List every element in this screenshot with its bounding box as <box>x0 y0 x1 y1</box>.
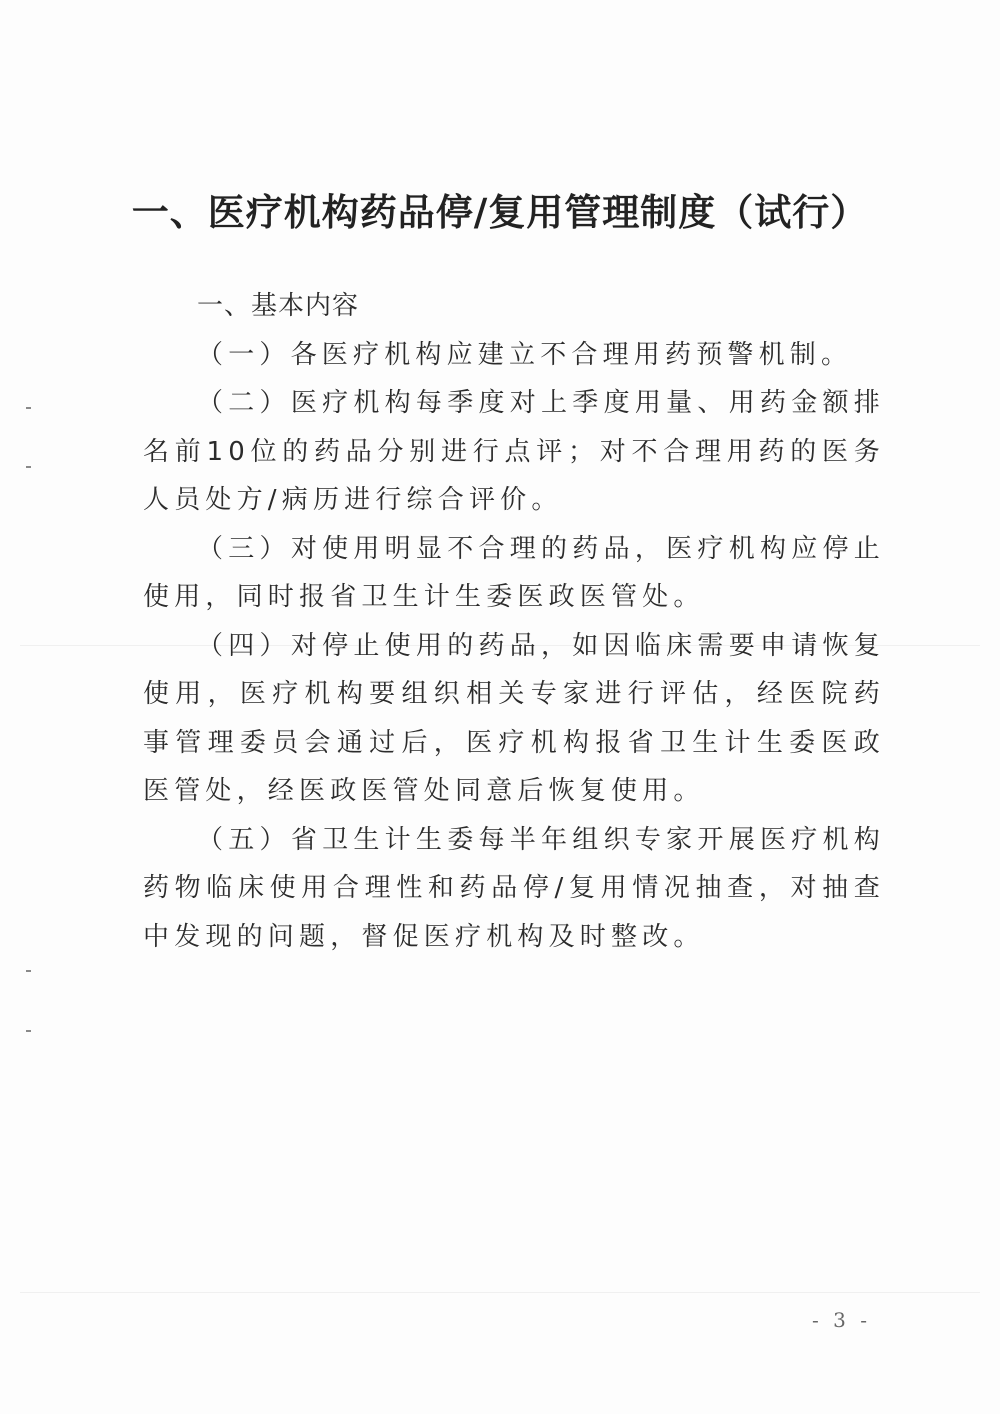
paragraph-5: （五）省卫生计生委每半年组织专家开展医疗机构药物临床使用合理性和药品停/复用情况抽查，对抽查中发现的问题，督促医疗机构及时整改。 <box>143 824 885 952</box>
scan-artifact-line <box>20 1292 980 1293</box>
section-heading: 一、基本内容 <box>197 291 360 321</box>
paragraph-3: （三）对使用明显不合理的药品，医疗机构应停止使用，同时报省卫生计生委医政医管处。 <box>143 533 885 612</box>
document-title: 一、医疗机构药品停/复用管理制度（试行） <box>131 190 869 234</box>
paragraph-4: （四）对停止使用的药品，如因临床需要申请恢复使用，医疗机构要组织相关专家进行评估，经医院药事管理委员会通过后，医疗机构报省卫生计生委医政医管处，经医政医管处同意后恢复使用。 <box>143 630 885 806</box>
page-number: - 3 - <box>812 1308 871 1332</box>
scan-artifact-mark <box>26 970 31 972</box>
scan-artifact-mark <box>26 407 31 409</box>
paragraph-2: （二）医疗机构每季度对上季度用量、用药金额排名前10位的药品分别进行点评；对不合理用药的医务人员处方/病历进行综合评价。 <box>143 388 885 515</box>
paragraph-1: （一）各医疗机构应建立不合理用药预警机制。 <box>197 339 853 370</box>
document-body <box>143 282 885 961</box>
scan-artifact-mark <box>26 466 31 468</box>
scan-artifact-mark <box>26 1030 31 1032</box>
